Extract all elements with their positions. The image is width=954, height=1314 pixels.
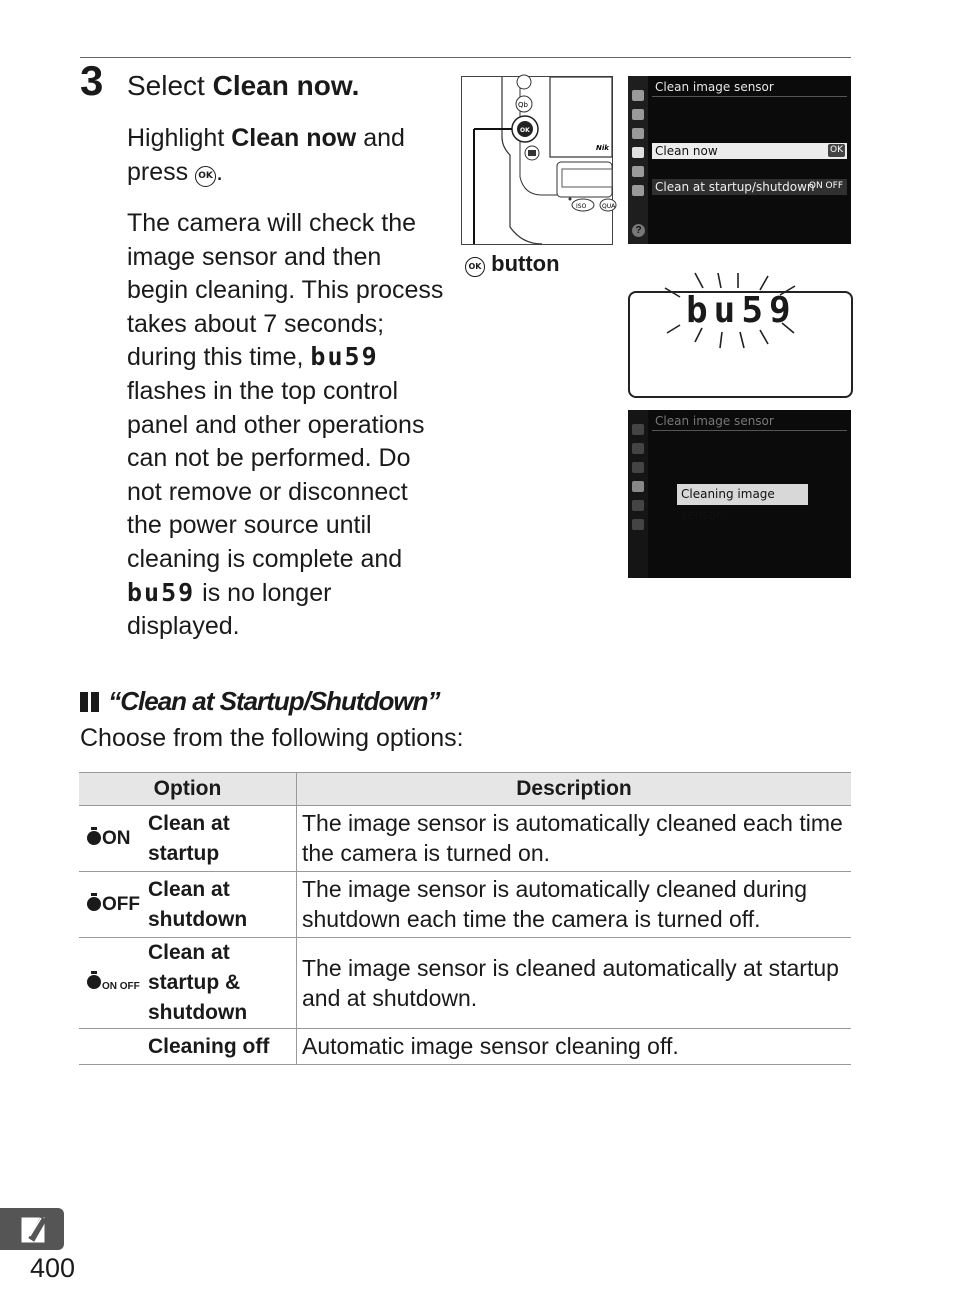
description-text-a: The camera will check the image sensor and then begin cleaning. This process takes about 7 seconds; during this time, — [127, 209, 444, 372]
option-icon-cell — [79, 806, 145, 872]
section-marker-icon — [80, 692, 88, 712]
menu-title-divider — [652, 96, 847, 97]
menu-title: Clean image sensor — [655, 80, 774, 94]
option-icon-cell — [79, 872, 145, 938]
retouch-menu-icon — [632, 500, 644, 511]
table-row — [79, 872, 851, 938]
busy-indicator-inline: bu59 — [310, 342, 379, 372]
menu-screen-clean-image-sensor — [628, 76, 851, 244]
off-icon: OFF — [102, 893, 140, 915]
option-icon-cell — [79, 938, 145, 1029]
playback-menu-icon — [632, 90, 644, 101]
caption-text: button — [491, 251, 560, 276]
retouch-menu-icon — [632, 166, 644, 177]
header-option: Option — [79, 773, 297, 806]
setup-menu-icon — [632, 481, 644, 492]
on-off-icon: ON OFF — [102, 981, 140, 992]
option-name: Cleaning off — [145, 1029, 297, 1065]
section-marker-icon — [91, 692, 99, 712]
my-menu-icon — [632, 185, 644, 196]
ok-button-caption — [465, 250, 560, 278]
svg-text:QUA: QUA — [602, 203, 616, 210]
option-name: Clean at startup & shutdown — [145, 938, 297, 1029]
busy-indicator-inline-2: bu59 — [127, 577, 196, 607]
my-menu-icon — [632, 519, 644, 530]
menu-item-clean-now-label: Clean now — [655, 144, 718, 158]
table-header-row — [79, 773, 851, 806]
svg-text:Qb: Qb — [518, 101, 528, 109]
option-description: The image sensor is automatically cleaned each time the camera is turned on. — [297, 806, 852, 872]
step-number: 3 — [80, 57, 104, 104]
options-table — [79, 772, 851, 1065]
table-row — [79, 1029, 851, 1065]
description-text-c: is no longer displayed. — [127, 578, 332, 641]
ok-button-icon: OK — [195, 166, 216, 187]
svg-text:Nik: Nik — [596, 144, 609, 152]
sensor-icon — [87, 897, 101, 911]
on-off-badge: ON OFF — [808, 181, 843, 191]
menu-item-startup-label: Clean at startup/shutdown — [655, 180, 815, 194]
step-title — [127, 68, 359, 104]
menu-sidebar — [628, 76, 648, 244]
menu-title-divider — [652, 430, 847, 431]
sensor-icon — [87, 975, 101, 989]
description-paragraph — [127, 207, 447, 644]
option-icon-cell — [79, 1029, 145, 1065]
ok-badge: OK — [830, 145, 843, 155]
on-icon: ON — [102, 827, 131, 849]
notes-pen-icon — [21, 1214, 49, 1244]
shooting-menu-icon — [632, 443, 644, 454]
section-heading-text: “Clean at Startup/Shutdown” — [108, 686, 440, 716]
svg-text:ISO: ISO — [576, 203, 587, 210]
text-press: press — [127, 157, 189, 186]
text-highlight: Highlight — [127, 124, 225, 152]
step-title-prefix: Select — [127, 70, 205, 101]
section-intro: Choose from the following options: — [80, 724, 464, 752]
custom-settings-icon — [632, 462, 644, 473]
camera-drawing — [462, 77, 616, 244]
top-rule — [80, 57, 851, 58]
option-description: The image sensor is cleaned automatically at startup and at shutdown. — [297, 938, 852, 1029]
option-description: The image sensor is automatically cleaned during shutdown each time the camera is turned off. — [297, 872, 852, 938]
custom-settings-icon — [632, 128, 644, 139]
page-number: 400 — [30, 1253, 76, 1283]
text-period: . — [216, 157, 224, 186]
table-row — [79, 938, 851, 1029]
busy-indicator-panel: bu59 — [686, 290, 797, 331]
cleaning-dialog: Cleaning image sensor. — [677, 484, 808, 505]
svg-text:OK: OK — [520, 127, 530, 134]
clean-now-term: Clean now — [231, 124, 357, 152]
menu-sidebar-dim — [628, 410, 648, 578]
shooting-menu-icon — [632, 109, 644, 120]
header-description: Description — [297, 773, 852, 806]
playback-menu-icon — [632, 424, 644, 435]
text-and: and — [363, 124, 405, 152]
ok-button-icon-caption: OK — [465, 257, 485, 277]
description-text-b: flashes in the top control panel and other operations can not be performed. Do not remove or disconnect the power source until cleaning is complete and — [127, 376, 425, 573]
setup-menu-icon — [632, 147, 644, 158]
table-row — [79, 806, 851, 872]
menu-item-clean-startup-shutdown — [652, 179, 847, 195]
step-title-bold: Clean now. — [212, 70, 360, 101]
option-description: Automatic image sensor cleaning off. — [297, 1029, 852, 1065]
menu-screen-cleaning — [628, 410, 851, 578]
option-name: Clean at startup — [145, 806, 297, 872]
option-name: Clean at shutdown — [145, 872, 297, 938]
section-heading — [80, 684, 439, 718]
instruction-paragraph — [127, 122, 447, 189]
camera-back-illustration — [461, 76, 616, 245]
menu-item-clean-now — [652, 143, 847, 159]
help-icon: ? — [632, 224, 645, 237]
sensor-icon — [87, 831, 101, 845]
menu-title-dim: Clean image sensor — [655, 414, 774, 428]
